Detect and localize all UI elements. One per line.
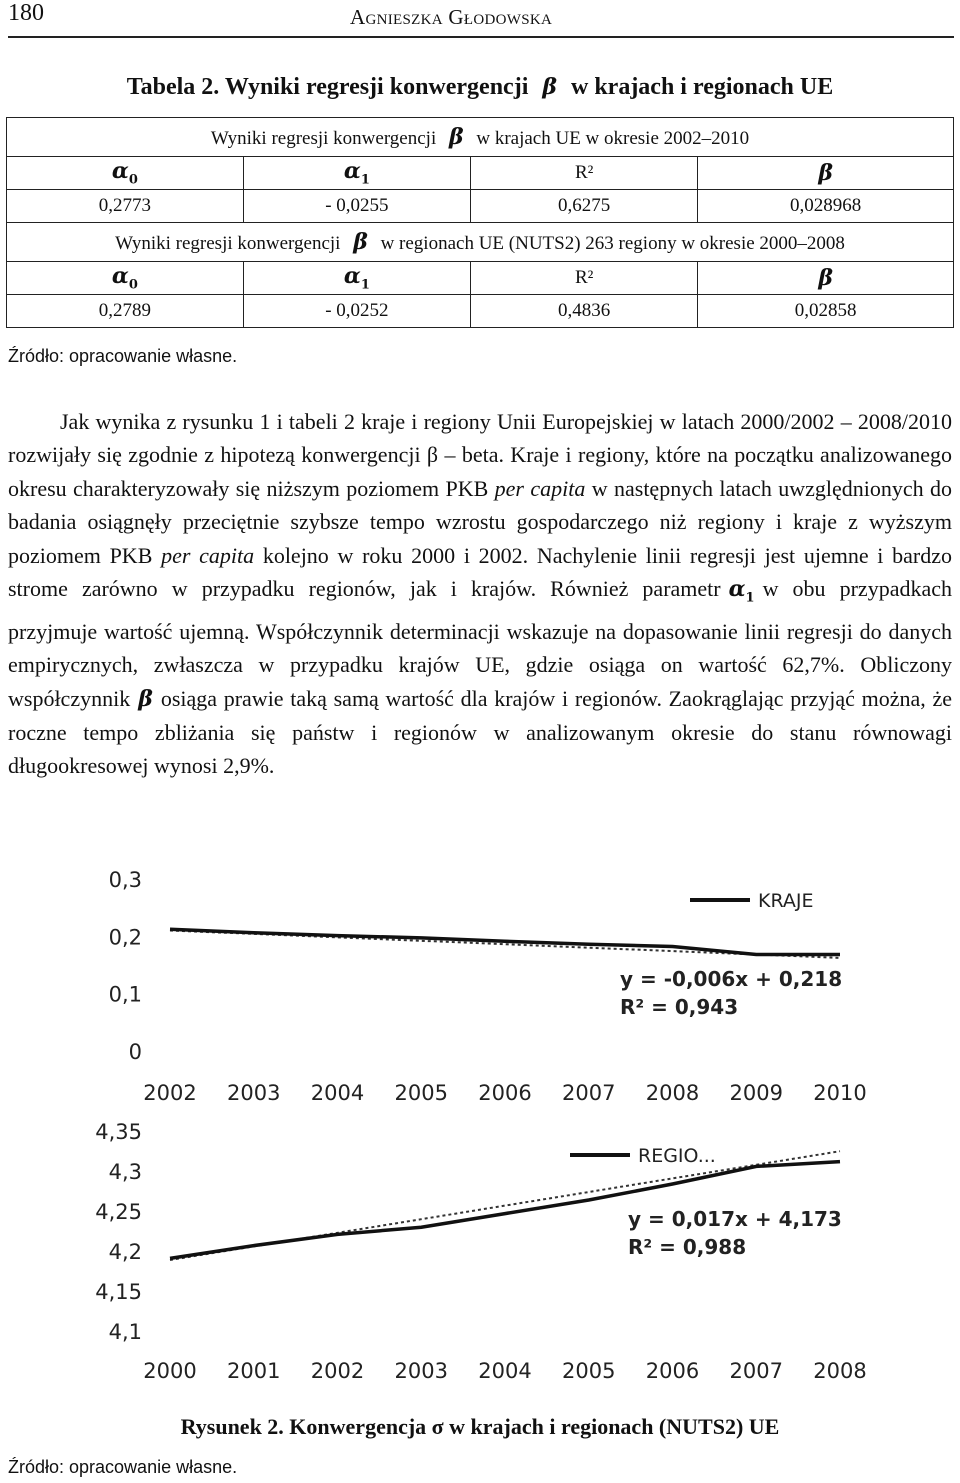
table-source: Źródło: opracowanie własne. [8, 346, 238, 366]
alpha1-symbol: α [343, 263, 361, 290]
alpha0-subscript: 0 [128, 277, 138, 293]
table-cell: - 0,0252 [243, 295, 470, 328]
beta-symbol: β [138, 685, 153, 712]
regions-heading [7, 223, 954, 262]
regression-annotation: y = -0,006x + 0,218 [620, 967, 843, 991]
table-cell: 0,6275 [471, 190, 698, 223]
x-tick-label: 2002 [143, 1081, 197, 1105]
x-tick-label: 2000 [143, 1359, 197, 1383]
col-r2: R² [471, 262, 698, 295]
countries-heading-text-end: w krajach UE w okresie 2002–2010 [476, 128, 750, 149]
x-tick-label: 2006 [645, 1359, 700, 1383]
table-cell: 0,028968 [698, 190, 954, 223]
x-tick-label: 2008 [645, 1081, 700, 1105]
y-tick-label: 0,2 [108, 925, 142, 950]
alpha1-subscript: 1 [360, 277, 370, 293]
page-number: 180 [8, 0, 44, 26]
alpha-symbol [721, 576, 763, 606]
alpha0-subscript: 0 [128, 172, 138, 188]
x-tick-label: 2004 [478, 1359, 532, 1383]
body-italic: per capita [161, 542, 255, 568]
legend-label: KRAJE [758, 890, 814, 912]
col-alpha1 [243, 262, 470, 295]
y-tick-label: 0,1 [108, 982, 142, 1007]
running-head: Agnieszka Głodowska [350, 5, 553, 29]
figure-source: Źródło: opracowanie własne. [8, 1457, 238, 1477]
x-tick-label: 2010 [813, 1081, 867, 1105]
y-tick-label: 4,15 [95, 1280, 142, 1304]
body-text: w następnych latach uwzględnionych do badania osiągnęły przeciętnie szybsze tempo wzrostu gospodarczego niż regiony i kraje z wyższym poziomem PKB [8, 475, 953, 568]
y-tick-label: 0 [128, 1040, 142, 1064]
table-cell: 0,2789 [7, 295, 244, 328]
regions-heading-text: Wyniki regresji konwergencji [115, 233, 341, 254]
body-text: osiąga prawie taką samą wartość dla krajów i regionów. Zaokrąglając przyjąć można, że roczne tempo zbliżania się państw i regionów w analizowanym okresie do stanu równowagi długookresowej wynosi 2,9%. [8, 685, 952, 779]
alpha1-symbol: α [343, 158, 361, 185]
alpha-glyph: α [728, 576, 746, 603]
x-tick-label: 2005 [562, 1359, 616, 1383]
table-cell: - 0,0255 [243, 190, 470, 223]
countries-heading-text: Wyniki regresji konwergencji [210, 128, 437, 149]
y-tick-label: 4,2 [108, 1240, 142, 1264]
body-text: kolejno w roku 2000 i 2002. Nachylenie linii regresji jest ujemne i bardzo strome zarówno w przypadku regionów, jak i krajów. Również parametr [8, 542, 952, 602]
alpha0-symbol: α [111, 263, 129, 290]
y-tick-label: 4,25 [95, 1200, 142, 1224]
alpha1-subscript: 1 [360, 172, 370, 188]
table-cell: 0,4836 [471, 295, 698, 328]
col-alpha0 [7, 157, 244, 190]
body-text: Jak wynika z rysunku 1 i tabeli 2 kraje i regiony Unii Europejskiej w latach 2000/2002 – 2008/2010 rozwijały się zgodnie z hipotezą konwergencji β – beta. Kraje i regiony, które na początku analizowanego okresu charakteryzowały się niższym poziomem PKB [8, 409, 952, 501]
col-alpha0 [7, 262, 244, 295]
page-header [8, 0, 954, 38]
table-title-text-end: w krajach i regionach UE [570, 74, 834, 100]
regression-annotation: R² = 0,943 [620, 995, 739, 1019]
beta-symbol: β [542, 74, 557, 100]
x-tick-label: 2003 [394, 1359, 448, 1383]
x-tick-label: 2002 [310, 1359, 365, 1383]
body-italic: per capita [494, 475, 586, 501]
y-tick-label: 4,1 [108, 1320, 142, 1344]
table-cell: 0,2773 [7, 190, 244, 223]
x-tick-label: 2003 [227, 1081, 281, 1105]
body-text: w obu przypadkach przyjmuje wartość ujemną. Współczynnik determinacji wskazuje na dopasowanie linii regresji do danych empirycznych, zwłaszcza w przypadku krajów UE, gdzie osiąga on wartość 62,7%. Obliczony współczynnik [8, 576, 952, 711]
x-tick-label: 2005 [394, 1081, 448, 1105]
beta-symbol: β [353, 229, 368, 255]
body-paragraph [8, 405, 952, 783]
x-tick-label: 2004 [310, 1081, 365, 1105]
regression-table [6, 117, 954, 328]
regression-annotation: R² = 0,988 [628, 1235, 747, 1259]
table-cell: 0,02858 [698, 295, 954, 328]
figure-caption: Rysunek 2. Konwergencja σ w krajach i regionach (NUTS2) UE [180, 1414, 780, 1439]
alpha-subscript: 1 [745, 590, 755, 606]
x-tick-label: 2007 [729, 1359, 783, 1383]
beta-symbol: β [818, 265, 833, 291]
regions-heading-text-end: w regionach UE (NUTS2) 263 regiony w okresie 2000–2008 [380, 233, 845, 254]
beta-symbol: β [818, 160, 833, 186]
alpha0-symbol: α [111, 158, 129, 185]
table-title-text: Tabela 2. Wyniki regresji konwergencji [126, 74, 529, 100]
col-beta [698, 157, 954, 190]
x-tick-label: 2008 [813, 1359, 867, 1383]
regression-annotation: y = 0,017x + 4,173 [628, 1207, 842, 1231]
table-title [0, 74, 960, 101]
y-tick-label: 4,35 [95, 1120, 142, 1144]
y-tick-label: 4,3 [108, 1160, 142, 1184]
countries-heading [7, 118, 954, 157]
col-beta [698, 262, 954, 295]
col-r2: R² [471, 157, 698, 190]
sigma-convergence-figure [80, 862, 880, 1402]
col-alpha1 [243, 157, 470, 190]
beta-symbol: β [448, 124, 464, 150]
x-tick-label: 2009 [729, 1081, 783, 1105]
x-tick-label: 2001 [227, 1359, 281, 1383]
y-tick-label: 0,3 [108, 868, 142, 892]
x-tick-label: 2006 [478, 1081, 532, 1105]
x-tick-label: 2007 [562, 1081, 616, 1105]
series-line [170, 929, 840, 954]
legend-label: REGIO... [638, 1145, 716, 1167]
